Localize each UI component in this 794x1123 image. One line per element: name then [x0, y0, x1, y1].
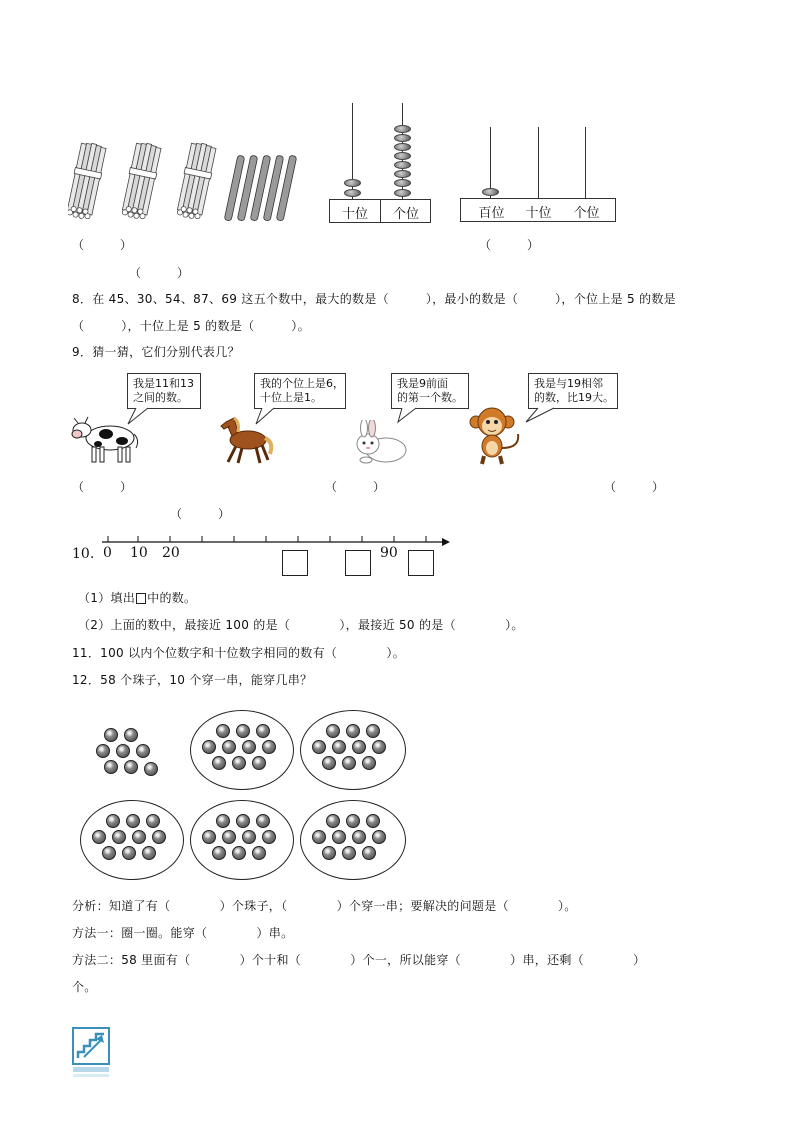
bead-icon [236, 724, 250, 738]
bead-icon [152, 830, 166, 844]
answer-blank-sticks[interactable]: （ ） [72, 238, 133, 252]
bead-icon [142, 846, 156, 860]
stick-bundles [68, 140, 313, 225]
bead-icon [124, 760, 138, 774]
bubble-line: 十位上是1。 [260, 391, 322, 404]
bubble-line: 的第一个数。 [397, 391, 463, 404]
answer-blank-cow[interactable]: （ ） [72, 480, 133, 494]
abacus-place-labels [460, 198, 616, 222]
place-label-tens: 十位 [525, 206, 552, 221]
abacus-bead [344, 179, 361, 187]
bead-icon [262, 740, 276, 754]
q8-line2: （ ），十位上是 5 的数是（ ）。 [72, 319, 310, 333]
bead-icon [232, 756, 246, 770]
small-box-icon [136, 593, 146, 604]
stairs-logo-icon [72, 1027, 110, 1083]
place-label-ones: 个位 [392, 207, 419, 222]
bead-icon [222, 830, 236, 844]
bead-icon [322, 846, 336, 860]
blank-box-1[interactable] [282, 550, 308, 576]
q10-sub1-after: 中的数。 [147, 591, 197, 605]
bead-icon [124, 728, 138, 742]
bead-icon [256, 814, 270, 828]
bead-icon [242, 830, 256, 844]
bead-groups [80, 710, 410, 880]
bead-icon [352, 830, 366, 844]
abacus-bead [394, 161, 411, 169]
abacus-bead [394, 170, 411, 178]
abacus-bead [394, 125, 411, 133]
answer-blank-abacus-a[interactable]: （ ） [129, 266, 190, 280]
bead-icon [366, 724, 380, 738]
bead-icon [252, 756, 266, 770]
blank-box-2[interactable] [345, 550, 371, 576]
bead-icon [104, 760, 118, 774]
place-label-hundreds: 百位 [478, 206, 505, 221]
q10-number: 10. [72, 546, 95, 562]
abacus-bead [394, 143, 411, 151]
answer-blank-horse[interactable]: （ ） [325, 480, 386, 494]
bead-icon [342, 756, 356, 770]
bead-icon [102, 846, 116, 860]
bead-icon [366, 814, 380, 828]
bead-icon [212, 756, 226, 770]
q8-line1: 8．在 45、30、54、87、69 这五个数中，最大的数是（ ），最小的数是（ ），个位上是 5 的数是 [72, 292, 676, 306]
q11-text: 11．100 以内个位数字和十位数字相同的数有（ ）。 [72, 646, 405, 660]
bead-icon [262, 830, 276, 844]
bead-icon [146, 814, 160, 828]
bead-icon [326, 724, 340, 738]
bead-icon [96, 744, 110, 758]
bead-icon [222, 740, 236, 754]
bead-icon [106, 814, 120, 828]
answer-blank-rabbit[interactable]: （ ） [170, 507, 231, 521]
bubble-line: 我的个位上是6， [260, 377, 344, 390]
abacus-bead [344, 189, 361, 197]
bead-icon [232, 846, 246, 860]
abacus-bead [394, 134, 411, 142]
abacus-rod-ones [585, 127, 586, 199]
bead-icon [202, 830, 216, 844]
tick-label-90: 90 [380, 545, 398, 561]
bead-icon [352, 740, 366, 754]
bead-icon [332, 830, 346, 844]
bead-icon [346, 724, 360, 738]
bead-icon [144, 762, 158, 776]
abacus-two-digit [329, 103, 431, 224]
q12-analysis: 分析：知道了有（ ）个珠子，（ ）个穿一串；要解决的问题是（ ）。 [72, 899, 577, 913]
tick-label-20: 20 [162, 545, 180, 561]
bead-icon [132, 830, 146, 844]
abacus-bead [394, 179, 411, 187]
q9-title: 9．猜一猜，它们分别代表几？ [72, 345, 240, 359]
abacus-bead [394, 189, 411, 197]
answer-blank-monkey[interactable]: （ ） [604, 480, 665, 494]
bubble-line: 我是9前面 [397, 377, 448, 390]
q10-sub2: （2）上面的数中，最接近 100 的是（ ），最接近 50 的是（ ）。 [78, 618, 524, 632]
place-label-ones: 个位 [573, 206, 600, 221]
bead-icon [216, 814, 230, 828]
bead-icon [256, 724, 270, 738]
bead-icon [322, 756, 336, 770]
bubble-line: 的数，比19大。 [534, 391, 614, 404]
q12-method1: 方法一：圈一圈。能穿（ ）串。 [72, 926, 294, 940]
rabbit-icon [352, 420, 412, 466]
bead-icon [242, 740, 256, 754]
bead-icon [372, 830, 386, 844]
q10-sub1-before: （1）填出 [78, 591, 136, 605]
q12-method2-line1: 方法二：58 里面有（ ）个十和（ ）个一，所以能穿（ ）串，还剩（ ） [72, 953, 646, 967]
bead-icon [372, 740, 386, 754]
bead-icon [104, 728, 118, 742]
bead-icon [136, 744, 150, 758]
bead-icon [326, 814, 340, 828]
bead-icon [252, 846, 266, 860]
horse-icon [218, 414, 276, 466]
monkey-icon [468, 404, 524, 466]
answer-blank-abacus-b[interactable]: （ ） [479, 238, 540, 252]
q12-title: 12．58 个珠子，10 个穿一串，能穿几串？ [72, 673, 313, 687]
bead-icon [216, 724, 230, 738]
blank-box-3[interactable] [408, 550, 434, 576]
tick-label-10: 10 [130, 545, 148, 561]
bead-icon [116, 744, 130, 758]
q12-method2-line2: 个。 [72, 980, 97, 994]
bubble-line: 我是与19相邻 [534, 377, 603, 390]
bubble-line: 之间的数。 [133, 391, 188, 404]
bead-icon [346, 814, 360, 828]
abacus-rod-tens [538, 127, 539, 199]
place-label-tens: 十位 [341, 207, 368, 222]
abacus-bead [482, 188, 499, 196]
bead-icon [312, 830, 326, 844]
stick-bundles-drawing [68, 140, 313, 225]
abacus-three-digit [460, 127, 616, 224]
cow-icon [70, 414, 142, 466]
bead-icon [342, 846, 356, 860]
bead-icon [112, 830, 126, 844]
bead-icon [126, 814, 140, 828]
tick-label-0: 0 [103, 545, 112, 561]
bead-icon [202, 740, 216, 754]
bead-icon [332, 740, 346, 754]
bead-icon [92, 830, 106, 844]
bead-icon [122, 846, 136, 860]
bubble-line: 我是11和13 [133, 377, 194, 390]
bead-icon [362, 756, 376, 770]
bead-icon [236, 814, 250, 828]
bead-icon [362, 846, 376, 860]
abacus-bead [394, 152, 411, 160]
bead-icon [312, 740, 326, 754]
number-line [96, 532, 452, 546]
q10-sub1 [78, 590, 196, 606]
abacus-place-labels [329, 199, 431, 223]
bead-icon [212, 846, 226, 860]
